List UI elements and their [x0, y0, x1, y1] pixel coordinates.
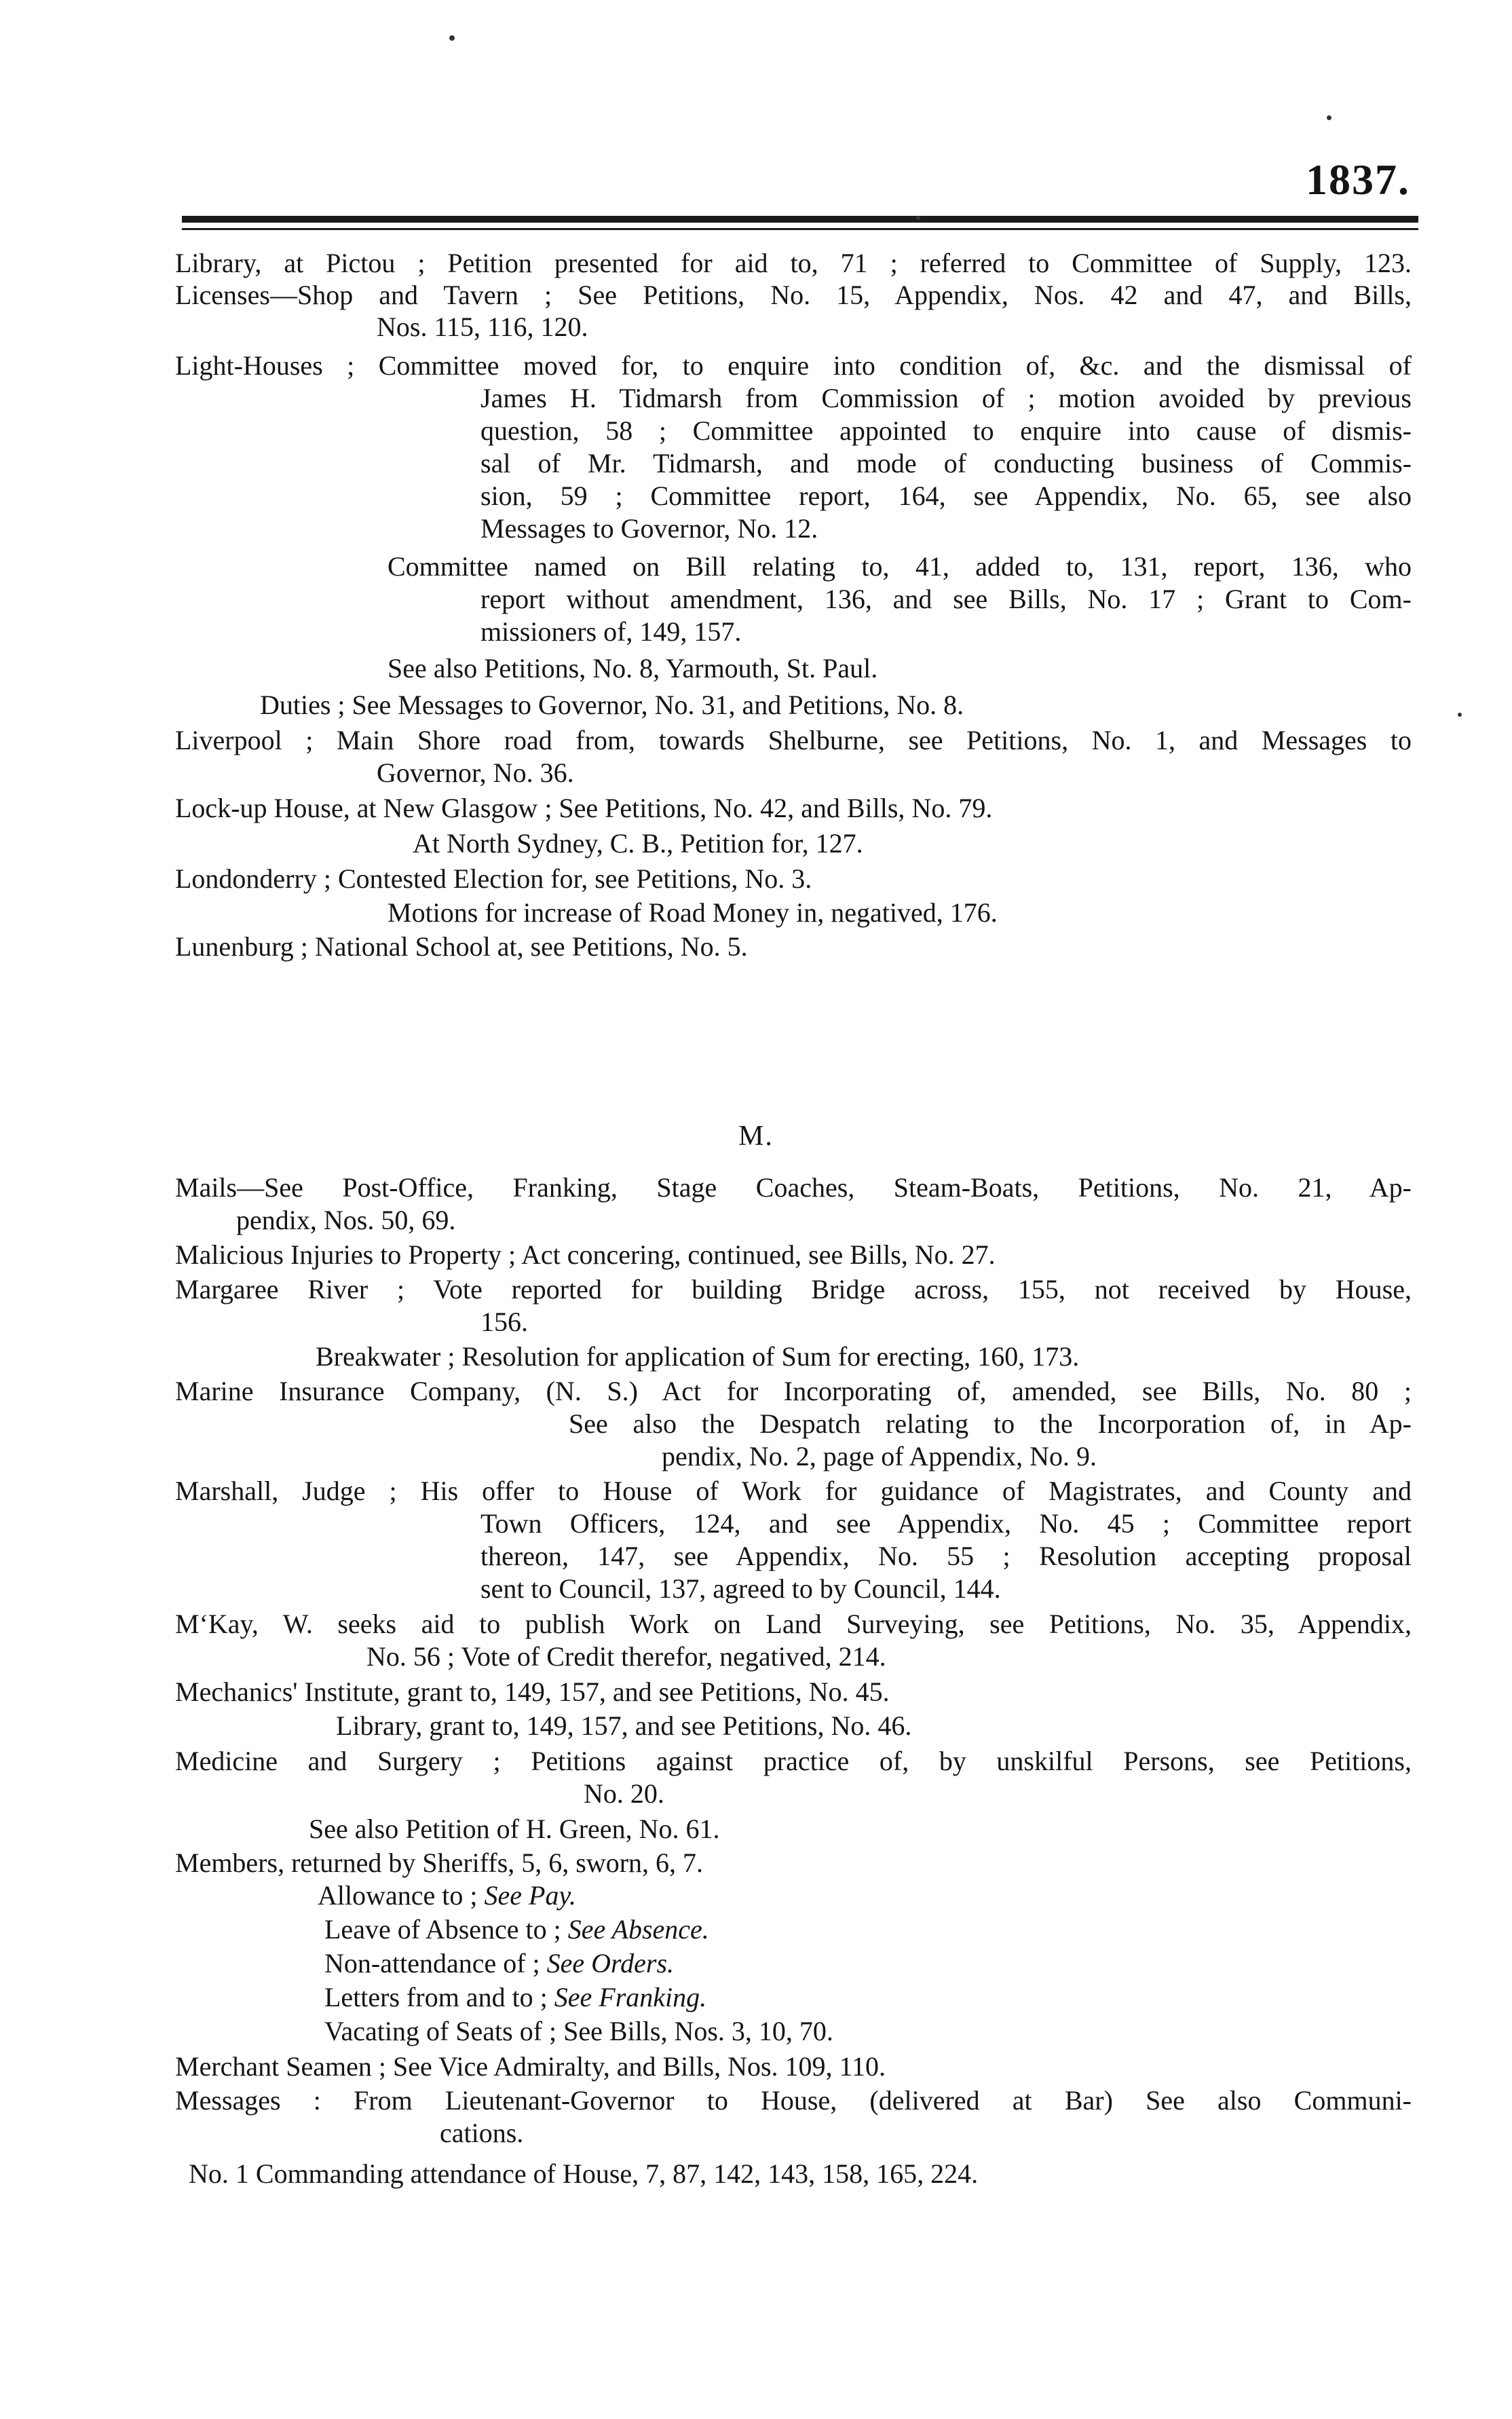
index-line: Motions for increase of Road Money in, negatived, 176. — [388, 897, 998, 928]
index-line: Londonderry ; Contested Election for, see Petitions, No. 3. — [175, 863, 812, 894]
index-line: Margaree River ; Vote reported for building Bridge across, 155, not received by House, — [175, 1274, 1412, 1305]
index-line: sent to Council, 137, agreed to by Council, 144. — [480, 1573, 1001, 1604]
index-line — [324, 1948, 674, 1979]
index-line: Duties ; See Messages to Governor, No. 31, and Petitions, No. 8. — [260, 690, 964, 720]
index-line: Nos. 115, 116, 120. — [377, 312, 588, 342]
index-line: Mails—See Post-Office, Franking, Stage Coaches, Steam-Boats, Petitions, No. 21, Ap- — [175, 1172, 1412, 1203]
index-line: Governor, No. 36. — [377, 757, 574, 788]
index-line: missioners of, 149, 157. — [480, 616, 742, 647]
index-line: cations. — [440, 2118, 524, 2148]
index-line: See also Petitions, No. 8, Yarmouth, St. Paul. — [388, 653, 878, 683]
print-speck — [449, 35, 455, 41]
index-line: James H. Tidmarsh from Commission of ; motion avoided by previous — [480, 383, 1412, 413]
index-line: Liverpool ; Main Shore road from, towards Shelburne, see Petitions, No. 1, and Messages to — [175, 725, 1412, 755]
index-line — [324, 1914, 709, 1945]
index-line: Lunenburg ; National School at, see Petitions, No. 5. — [175, 931, 748, 962]
index-line: Merchant Seamen ; See Vice Admiralty, and Bills, Nos. 109, 110. — [175, 2051, 886, 2082]
entry-text: Non-attendance of ; — [324, 1948, 540, 1979]
index-line: report without amendment, 136, and see Bills, No. 17 ; Grant to Com- — [480, 584, 1412, 614]
index-line: 156. — [480, 1307, 528, 1337]
index-line: Committee named on Bill relating to, 41, added to, 131, report, 136, who — [388, 551, 1412, 582]
index-line: Light-Houses ; Committee moved for, to enquire into condition of, &c. and the dismissal of — [175, 350, 1412, 381]
print-speck — [1458, 713, 1462, 717]
index-line: Messages to Governor, No. 12. — [480, 513, 818, 544]
index-line: See also Petition of H. Green, No. 61. — [309, 1814, 720, 1844]
cross-reference: See Pay. — [484, 1880, 576, 1911]
index-line: Medicine and Surgery ; Petitions against practice of, by unskilful Persons, see Petitions, — [175, 1746, 1412, 1776]
index-line: See also the Despatch relating to the Incorporation of, in Ap- — [569, 1408, 1412, 1439]
print-speck — [916, 216, 920, 220]
entry-text: Letters from and to ; — [324, 1982, 548, 2012]
index-line: pendix, No. 2, page of Appendix, No. 9. — [662, 1441, 1097, 1471]
index-line: No. 20. — [584, 1778, 664, 1809]
index-line: Members, returned by Sheriffs, 5, 6, sworn, 6, 7. — [175, 1848, 704, 1878]
print-speck — [1327, 115, 1331, 120]
cross-reference: See Franking. — [554, 1982, 707, 2012]
index-line — [318, 1880, 576, 1911]
index-line: Lock-up House, at New Glasgow ; See Petitions, No. 42, and Bills, No. 79. — [175, 793, 993, 823]
cross-reference: See Orders. — [546, 1948, 675, 1979]
index-line: Town Officers, 124, and see Appendix, No. 45 ; Committee report — [480, 1508, 1412, 1539]
index-line: sion, 59 ; Committee report, 164, see Appendix, No. 65, see also — [480, 481, 1412, 511]
page-year: 1837. — [1306, 155, 1410, 204]
index-line: Marshall, Judge ; His offer to House of Work for guidance of Magistrates, and County and — [175, 1476, 1412, 1506]
index-line: Malicious Injuries to Property ; Act concering, continued, see Bills, No. 27. — [175, 1239, 996, 1270]
index-line: Breakwater ; Resolution for application of Sum for erecting, 160, 173. — [316, 1341, 1080, 1372]
index-line: Licenses—Shop and Tavern ; See Petitions, No. 15, Appendix, Nos. 42 and 47, and Bills, — [175, 280, 1412, 310]
index-line: thereon, 147, see Appendix, No. 55 ; Resolution accepting proposal — [480, 1541, 1412, 1571]
index-line: No. 56 ; Vote of Credit therefor, negatived, 214. — [366, 1641, 886, 1672]
index-line: question, 58 ; Committee appointed to enquire into cause of dismis- — [480, 415, 1412, 446]
index-line: Mechanics' Institute, grant to, 149, 157, and see Petitions, No. 45. — [175, 1676, 890, 1707]
index-line: Vacating of Seats of ; See Bills, Nos. 3, 10, 70. — [324, 2016, 833, 2046]
index-line: sal of Mr. Tidmarsh, and mode of conducting business of Commis- — [480, 448, 1412, 479]
index-line: At North Sydney, C. B., Petition for, 127. — [413, 828, 863, 859]
index-line: Library, grant to, 149, 157, and see Petitions, No. 46. — [336, 1710, 912, 1741]
entry-text: Allowance to ; — [318, 1880, 478, 1911]
section-heading-m: M. — [738, 1121, 774, 1152]
index-line — [324, 1982, 706, 2013]
index-line: pendix, Nos. 50, 69. — [236, 1205, 456, 1235]
index-line: Library, at Pictou ; Petition presented for aid to, 71 ; referred to Committee of Supply, 123. — [175, 248, 1412, 278]
index-line: Marine Insurance Company, (N. S.) Act for Incorporating of, amended, see Bills, No. 80 ; — [175, 1376, 1412, 1406]
index-line: No. 1 Commanding attendance of House, 7, 87, 142, 143, 158, 165, 224. — [189, 2158, 979, 2189]
index-line: Messages : From Lieutenant-Governor to House, (delivered at Bar) See also Communi- — [175, 2085, 1412, 2116]
cross-reference: See Absence. — [567, 1914, 709, 1945]
index-line: M‘Kay, W. seeks aid to publish Work on Land Surveying, see Petitions, No. 35, Appendix, — [175, 1609, 1412, 1639]
entry-text: Leave of Absence to ; — [324, 1914, 561, 1945]
